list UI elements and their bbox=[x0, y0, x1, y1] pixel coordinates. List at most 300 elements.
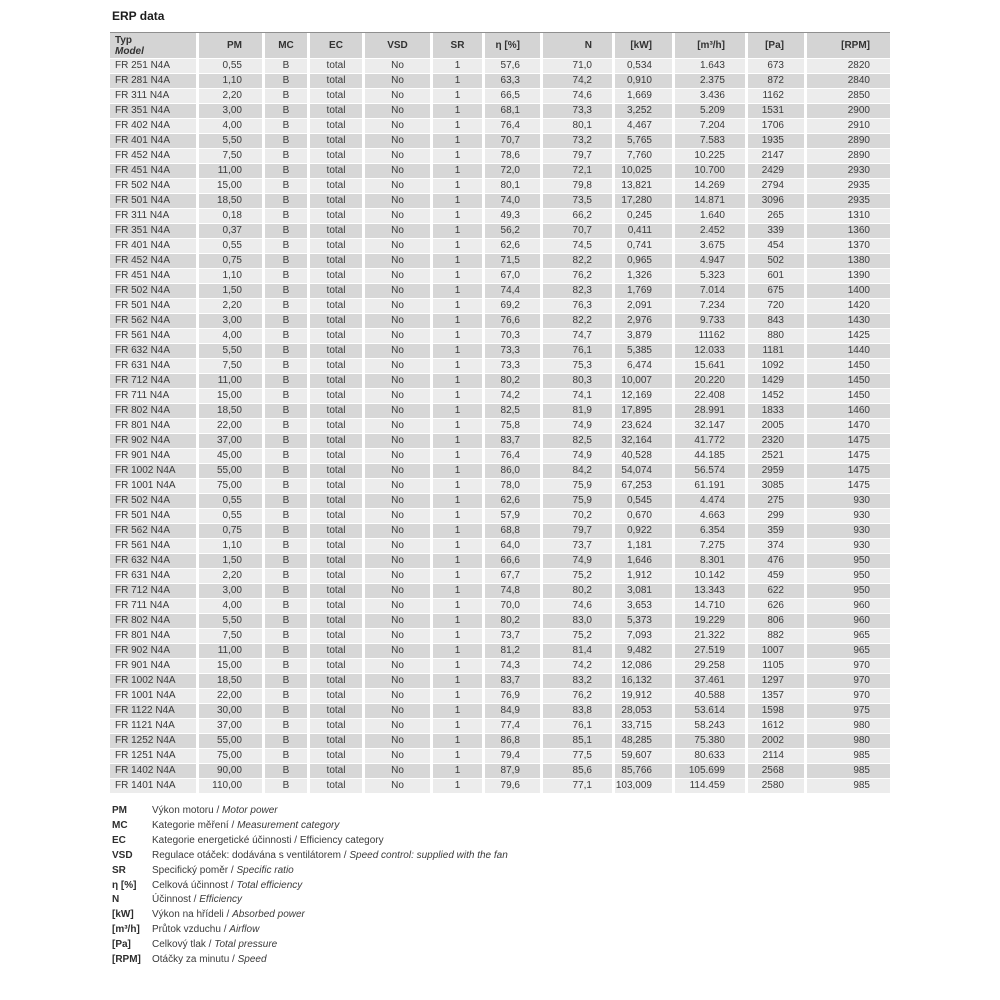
cell-ec: total bbox=[310, 209, 365, 224]
cell-model: FR 902 N4A bbox=[110, 644, 199, 659]
cell-ec: total bbox=[310, 194, 365, 209]
cell-rpm: 980 bbox=[807, 734, 890, 749]
cell-pm: 5,50 bbox=[199, 134, 265, 149]
cell-mc: B bbox=[265, 419, 310, 434]
cell-ec: total bbox=[310, 149, 365, 164]
cell-mc: B bbox=[265, 104, 310, 119]
cell-rpm: 1390 bbox=[807, 269, 890, 284]
cell-ec: total bbox=[310, 539, 365, 554]
cell-vsd: No bbox=[365, 719, 433, 734]
cell-mc: B bbox=[265, 164, 310, 179]
cell-rpm: 985 bbox=[807, 764, 890, 779]
legend-english-text: Measurement category bbox=[237, 819, 340, 831]
table-row bbox=[110, 194, 890, 209]
table-row bbox=[110, 749, 890, 764]
table-row bbox=[110, 389, 890, 404]
table-row bbox=[110, 644, 890, 659]
cell-rpm: 970 bbox=[807, 659, 890, 674]
cell-m3h: 32.147 bbox=[675, 419, 748, 434]
cell-n: 83,8 bbox=[543, 704, 615, 719]
cell-ec: total bbox=[310, 524, 365, 539]
cell-rpm: 985 bbox=[807, 779, 890, 794]
cell-pm: 55,00 bbox=[199, 734, 265, 749]
cell-n: 76,1 bbox=[543, 344, 615, 359]
legend-czech-text: Průtok vzduchu bbox=[152, 924, 221, 936]
cell-n: 79,7 bbox=[543, 524, 615, 539]
cell-pa: 2959 bbox=[748, 464, 807, 479]
column-header-typ-model bbox=[110, 33, 199, 59]
cell-n: 75,9 bbox=[543, 494, 615, 509]
cell-rpm: 2890 bbox=[807, 149, 890, 164]
table-row bbox=[110, 674, 890, 689]
cell-eta: 76,6 bbox=[485, 314, 543, 329]
cell-mc: B bbox=[265, 704, 310, 719]
header-row bbox=[110, 33, 890, 59]
cell-sr: 1 bbox=[433, 374, 485, 389]
cell-rpm: 930 bbox=[807, 524, 890, 539]
legend-key: SR bbox=[112, 864, 126, 876]
cell-mc: B bbox=[265, 134, 310, 149]
table-row bbox=[110, 344, 890, 359]
cell-mc: B bbox=[265, 299, 310, 314]
cell-model: FR 561 N4A bbox=[110, 329, 199, 344]
cell-model: FR 801 N4A bbox=[110, 419, 199, 434]
cell-vsd: No bbox=[365, 524, 433, 539]
cell-n: 74,9 bbox=[543, 554, 615, 569]
cell-mc: B bbox=[265, 674, 310, 689]
cell-model: FR 452 N4A bbox=[110, 149, 199, 164]
cell-rpm: 1475 bbox=[807, 464, 890, 479]
cell-pm: 11,00 bbox=[199, 164, 265, 179]
cell-mc: B bbox=[265, 524, 310, 539]
table-row bbox=[110, 524, 890, 539]
legend-row bbox=[112, 804, 1000, 819]
cell-kw: 19,912 bbox=[615, 689, 675, 704]
cell-eta: 70,0 bbox=[485, 599, 543, 614]
cell-n: 74,7 bbox=[543, 329, 615, 344]
cell-model: FR 1252 N4A bbox=[110, 734, 199, 749]
cell-pa: 673 bbox=[748, 59, 807, 74]
cell-eta: 74,4 bbox=[485, 284, 543, 299]
cell-vsd: No bbox=[365, 659, 433, 674]
legend-description: Specifický poměr / Specific ratio bbox=[152, 864, 294, 876]
cell-kw: 0,245 bbox=[615, 209, 675, 224]
cell-pa: 2114 bbox=[748, 749, 807, 764]
cell-kw: 3,653 bbox=[615, 599, 675, 614]
cell-vsd: No bbox=[365, 449, 433, 464]
cell-vsd: No bbox=[365, 209, 433, 224]
cell-pm: 0,75 bbox=[199, 254, 265, 269]
cell-n: 70,2 bbox=[543, 509, 615, 524]
legend-description: Kategorie měření / Measurement category bbox=[152, 819, 340, 831]
cell-model: FR 561 N4A bbox=[110, 539, 199, 554]
legend-key: N bbox=[112, 894, 120, 906]
legend-description: Průtok vzduchu / Airflow bbox=[152, 924, 260, 936]
cell-mc: B bbox=[265, 239, 310, 254]
cell-vsd: No bbox=[365, 194, 433, 209]
cell-rpm: 1450 bbox=[807, 359, 890, 374]
cell-eta: 73,3 bbox=[485, 344, 543, 359]
cell-model: FR 502 N4A bbox=[110, 179, 199, 194]
cell-kw: 16,132 bbox=[615, 674, 675, 689]
cell-vsd: No bbox=[365, 269, 433, 284]
cell-sr: 1 bbox=[433, 689, 485, 704]
cell-ec: total bbox=[310, 389, 365, 404]
legend-row bbox=[112, 923, 1000, 938]
cell-rpm: 975 bbox=[807, 704, 890, 719]
cell-mc: B bbox=[265, 464, 310, 479]
cell-vsd: No bbox=[365, 689, 433, 704]
table-row bbox=[110, 689, 890, 704]
table-row bbox=[110, 734, 890, 749]
cell-n: 83,0 bbox=[543, 614, 615, 629]
cell-rpm: 1360 bbox=[807, 224, 890, 239]
cell-m3h: 21.322 bbox=[675, 629, 748, 644]
cell-pa: 476 bbox=[748, 554, 807, 569]
cell-m3h: 4.663 bbox=[675, 509, 748, 524]
cell-kw: 5,385 bbox=[615, 344, 675, 359]
cell-ec: total bbox=[310, 374, 365, 389]
cell-m3h: 61.191 bbox=[675, 479, 748, 494]
cell-sr: 1 bbox=[433, 779, 485, 794]
cell-pm: 7,50 bbox=[199, 359, 265, 374]
cell-pa: 2580 bbox=[748, 779, 807, 794]
cell-ec: total bbox=[310, 764, 365, 779]
cell-n: 80,3 bbox=[543, 374, 615, 389]
cell-rpm: 1430 bbox=[807, 314, 890, 329]
erp-data-table bbox=[110, 33, 890, 794]
cell-m3h: 20.220 bbox=[675, 374, 748, 389]
cell-pa: 275 bbox=[748, 494, 807, 509]
cell-pm: 4,00 bbox=[199, 119, 265, 134]
cell-pa: 3096 bbox=[748, 194, 807, 209]
table-row bbox=[110, 404, 890, 419]
cell-kw: 5,373 bbox=[615, 614, 675, 629]
cell-model: FR 562 N4A bbox=[110, 314, 199, 329]
legend-czech-text: Otáčky za minutu bbox=[152, 954, 230, 966]
cell-ec: total bbox=[310, 74, 365, 89]
cell-pa: 2147 bbox=[748, 149, 807, 164]
cell-mc: B bbox=[265, 764, 310, 779]
cell-eta: 80,2 bbox=[485, 374, 543, 389]
cell-kw: 32,164 bbox=[615, 434, 675, 449]
cell-model: FR 1251 N4A bbox=[110, 749, 199, 764]
cell-m3h: 44.185 bbox=[675, 449, 748, 464]
cell-kw: 59,607 bbox=[615, 749, 675, 764]
cell-m3h: 7.275 bbox=[675, 539, 748, 554]
cell-sr: 1 bbox=[433, 404, 485, 419]
cell-rpm: 2935 bbox=[807, 179, 890, 194]
cell-eta: 69,2 bbox=[485, 299, 543, 314]
table-row bbox=[110, 119, 890, 134]
cell-sr: 1 bbox=[433, 464, 485, 479]
cell-m3h: 14.871 bbox=[675, 194, 748, 209]
cell-sr: 1 bbox=[433, 764, 485, 779]
cell-pa: 265 bbox=[748, 209, 807, 224]
cell-pa: 1612 bbox=[748, 719, 807, 734]
cell-n: 79,7 bbox=[543, 149, 615, 164]
cell-sr: 1 bbox=[433, 539, 485, 554]
cell-kw: 7,093 bbox=[615, 629, 675, 644]
cell-n: 75,3 bbox=[543, 359, 615, 374]
cell-model: FR 451 N4A bbox=[110, 164, 199, 179]
cell-vsd: No bbox=[365, 464, 433, 479]
cell-kw: 1,912 bbox=[615, 569, 675, 584]
legend-czech-text: Celkový tlak bbox=[152, 939, 206, 951]
cell-mc: B bbox=[265, 344, 310, 359]
cell-kw: 85,766 bbox=[615, 764, 675, 779]
cell-ec: total bbox=[310, 704, 365, 719]
cell-vsd: No bbox=[365, 644, 433, 659]
cell-vsd: No bbox=[365, 389, 433, 404]
cell-mc: B bbox=[265, 629, 310, 644]
legend-czech-text: Účinnost bbox=[152, 894, 191, 906]
table-row bbox=[110, 149, 890, 164]
legend-english-text: Airflow bbox=[229, 924, 260, 936]
table-row bbox=[110, 659, 890, 674]
cell-n: 72,1 bbox=[543, 164, 615, 179]
cell-rpm: 2930 bbox=[807, 164, 890, 179]
cell-ec: total bbox=[310, 269, 365, 284]
cell-ec: total bbox=[310, 554, 365, 569]
cell-model: FR 1401 N4A bbox=[110, 779, 199, 794]
cell-ec: total bbox=[310, 134, 365, 149]
cell-ec: total bbox=[310, 749, 365, 764]
cell-pa: 339 bbox=[748, 224, 807, 239]
cell-pa: 1531 bbox=[748, 104, 807, 119]
cell-m3h: 75.380 bbox=[675, 734, 748, 749]
table-row bbox=[110, 314, 890, 329]
cell-m3h: 5.209 bbox=[675, 104, 748, 119]
cell-pm: 90,00 bbox=[199, 764, 265, 779]
legend-row bbox=[112, 819, 1000, 834]
cell-ec: total bbox=[310, 59, 365, 74]
cell-sr: 1 bbox=[433, 104, 485, 119]
cell-n: 79,8 bbox=[543, 179, 615, 194]
cell-rpm: 1450 bbox=[807, 389, 890, 404]
cell-m3h: 58.243 bbox=[675, 719, 748, 734]
cell-rpm: 1475 bbox=[807, 449, 890, 464]
cell-pm: 18,50 bbox=[199, 674, 265, 689]
cell-mc: B bbox=[265, 389, 310, 404]
cell-pm: 18,50 bbox=[199, 194, 265, 209]
cell-pm: 4,00 bbox=[199, 599, 265, 614]
cell-rpm: 1460 bbox=[807, 404, 890, 419]
cell-model: FR 902 N4A bbox=[110, 434, 199, 449]
cell-sr: 1 bbox=[433, 134, 485, 149]
cell-rpm: 1450 bbox=[807, 374, 890, 389]
cell-pa: 374 bbox=[748, 539, 807, 554]
cell-kw: 1,326 bbox=[615, 269, 675, 284]
cell-sr: 1 bbox=[433, 119, 485, 134]
cell-n: 77,5 bbox=[543, 749, 615, 764]
cell-eta: 86,0 bbox=[485, 464, 543, 479]
cell-pm: 0,75 bbox=[199, 524, 265, 539]
cell-model: FR 1402 N4A bbox=[110, 764, 199, 779]
cell-pa: 1452 bbox=[748, 389, 807, 404]
cell-mc: B bbox=[265, 329, 310, 344]
table-row bbox=[110, 239, 890, 254]
cell-model: FR 1121 N4A bbox=[110, 719, 199, 734]
cell-pa: 2794 bbox=[748, 179, 807, 194]
cell-eta: 74,3 bbox=[485, 659, 543, 674]
cell-eta: 78,6 bbox=[485, 149, 543, 164]
cell-vsd: No bbox=[365, 74, 433, 89]
cell-vsd: No bbox=[365, 119, 433, 134]
cell-mc: B bbox=[265, 179, 310, 194]
cell-sr: 1 bbox=[433, 749, 485, 764]
legend-key: [RPM] bbox=[112, 954, 141, 966]
cell-eta: 62,6 bbox=[485, 239, 543, 254]
cell-eta: 79,6 bbox=[485, 779, 543, 794]
cell-n: 74,6 bbox=[543, 599, 615, 614]
cell-pa: 359 bbox=[748, 524, 807, 539]
cell-eta: 56,2 bbox=[485, 224, 543, 239]
cell-model: FR 502 N4A bbox=[110, 494, 199, 509]
cell-vsd: No bbox=[365, 164, 433, 179]
cell-kw: 17,280 bbox=[615, 194, 675, 209]
cell-m3h: 105.699 bbox=[675, 764, 748, 779]
legend-row bbox=[112, 938, 1000, 953]
cell-vsd: No bbox=[365, 299, 433, 314]
cell-m3h: 3.436 bbox=[675, 89, 748, 104]
cell-m3h: 14.710 bbox=[675, 599, 748, 614]
cell-mc: B bbox=[265, 89, 310, 104]
cell-ec: total bbox=[310, 464, 365, 479]
cell-rpm: 1370 bbox=[807, 239, 890, 254]
cell-vsd: No bbox=[365, 599, 433, 614]
cell-model: FR 1001 N4A bbox=[110, 479, 199, 494]
cell-pa: 806 bbox=[748, 614, 807, 629]
cell-eta: 57,6 bbox=[485, 59, 543, 74]
legend-description: Výkon na hřídeli / Absorbed power bbox=[152, 909, 305, 921]
cell-pm: 5,50 bbox=[199, 344, 265, 359]
cell-kw: 40,528 bbox=[615, 449, 675, 464]
cell-rpm: 980 bbox=[807, 719, 890, 734]
table-row bbox=[110, 779, 890, 794]
cell-ec: total bbox=[310, 629, 365, 644]
cell-eta: 68,1 bbox=[485, 104, 543, 119]
table-row bbox=[110, 74, 890, 89]
cell-sr: 1 bbox=[433, 494, 485, 509]
cell-sr: 1 bbox=[433, 344, 485, 359]
cell-rpm: 950 bbox=[807, 554, 890, 569]
cell-n: 80,1 bbox=[543, 119, 615, 134]
legend-czech-text: Výkon na hřídeli bbox=[152, 909, 224, 921]
cell-mc: B bbox=[265, 614, 310, 629]
cell-ec: total bbox=[310, 494, 365, 509]
column-header-rpm: [RPM] bbox=[807, 33, 890, 59]
column-header-ec: EC bbox=[310, 33, 365, 59]
cell-sr: 1 bbox=[433, 704, 485, 719]
legend-english-text: Speed bbox=[237, 954, 267, 966]
cell-m3h: 7.204 bbox=[675, 119, 748, 134]
cell-sr: 1 bbox=[433, 89, 485, 104]
cell-rpm: 1380 bbox=[807, 254, 890, 269]
cell-sr: 1 bbox=[433, 434, 485, 449]
cell-mc: B bbox=[265, 269, 310, 284]
cell-m3h: 22.408 bbox=[675, 389, 748, 404]
cell-mc: B bbox=[265, 404, 310, 419]
cell-mc: B bbox=[265, 719, 310, 734]
cell-eta: 71,5 bbox=[485, 254, 543, 269]
cell-model: FR 501 N4A bbox=[110, 509, 199, 524]
cell-model: FR 451 N4A bbox=[110, 269, 199, 284]
cell-model: FR 801 N4A bbox=[110, 629, 199, 644]
table-row bbox=[110, 479, 890, 494]
cell-pm: 75,00 bbox=[199, 479, 265, 494]
cell-rpm: 1420 bbox=[807, 299, 890, 314]
cell-rpm: 965 bbox=[807, 629, 890, 644]
cell-sr: 1 bbox=[433, 584, 485, 599]
cell-kw: 10,025 bbox=[615, 164, 675, 179]
cell-m3h: 41.772 bbox=[675, 434, 748, 449]
cell-pm: 2,20 bbox=[199, 569, 265, 584]
table-row bbox=[110, 764, 890, 779]
cell-ec: total bbox=[310, 719, 365, 734]
cell-m3h: 114.459 bbox=[675, 779, 748, 794]
cell-ec: total bbox=[310, 284, 365, 299]
cell-rpm: 1425 bbox=[807, 329, 890, 344]
cell-rpm: 965 bbox=[807, 644, 890, 659]
cell-ec: total bbox=[310, 659, 365, 674]
cell-rpm: 985 bbox=[807, 749, 890, 764]
cell-pa: 454 bbox=[748, 239, 807, 254]
cell-eta: 81,2 bbox=[485, 644, 543, 659]
cell-sr: 1 bbox=[433, 614, 485, 629]
cell-eta: 76,4 bbox=[485, 449, 543, 464]
erp-table-wrap bbox=[110, 32, 890, 794]
cell-pm: 22,00 bbox=[199, 419, 265, 434]
cell-eta: 84,9 bbox=[485, 704, 543, 719]
cell-ec: total bbox=[310, 599, 365, 614]
cell-kw: 12,086 bbox=[615, 659, 675, 674]
cell-eta: 76,4 bbox=[485, 119, 543, 134]
cell-m3h: 7.014 bbox=[675, 284, 748, 299]
cell-kw: 1,646 bbox=[615, 554, 675, 569]
cell-pa: 675 bbox=[748, 284, 807, 299]
cell-sr: 1 bbox=[433, 59, 485, 74]
cell-eta: 83,7 bbox=[485, 434, 543, 449]
cell-sr: 1 bbox=[433, 74, 485, 89]
cell-pa: 1297 bbox=[748, 674, 807, 689]
cell-pa: 1105 bbox=[748, 659, 807, 674]
cell-ec: total bbox=[310, 689, 365, 704]
cell-ec: total bbox=[310, 359, 365, 374]
cell-vsd: No bbox=[365, 494, 433, 509]
cell-pm: 1,50 bbox=[199, 284, 265, 299]
cell-sr: 1 bbox=[433, 194, 485, 209]
cell-eta: 67,0 bbox=[485, 269, 543, 284]
cell-ec: total bbox=[310, 509, 365, 524]
cell-rpm: 1470 bbox=[807, 419, 890, 434]
legend-row bbox=[112, 893, 1000, 908]
cell-model: FR 632 N4A bbox=[110, 554, 199, 569]
table-row bbox=[110, 539, 890, 554]
cell-kw: 3,081 bbox=[615, 584, 675, 599]
cell-pm: 4,00 bbox=[199, 329, 265, 344]
legend-row bbox=[112, 864, 1000, 879]
table-row bbox=[110, 629, 890, 644]
column-header-vsd: VSD bbox=[365, 33, 433, 59]
cell-kw: 48,285 bbox=[615, 734, 675, 749]
cell-vsd: No bbox=[365, 284, 433, 299]
cell-vsd: No bbox=[365, 614, 433, 629]
cell-n: 83,2 bbox=[543, 674, 615, 689]
cell-ec: total bbox=[310, 734, 365, 749]
cell-pa: 2005 bbox=[748, 419, 807, 434]
cell-kw: 0,741 bbox=[615, 239, 675, 254]
